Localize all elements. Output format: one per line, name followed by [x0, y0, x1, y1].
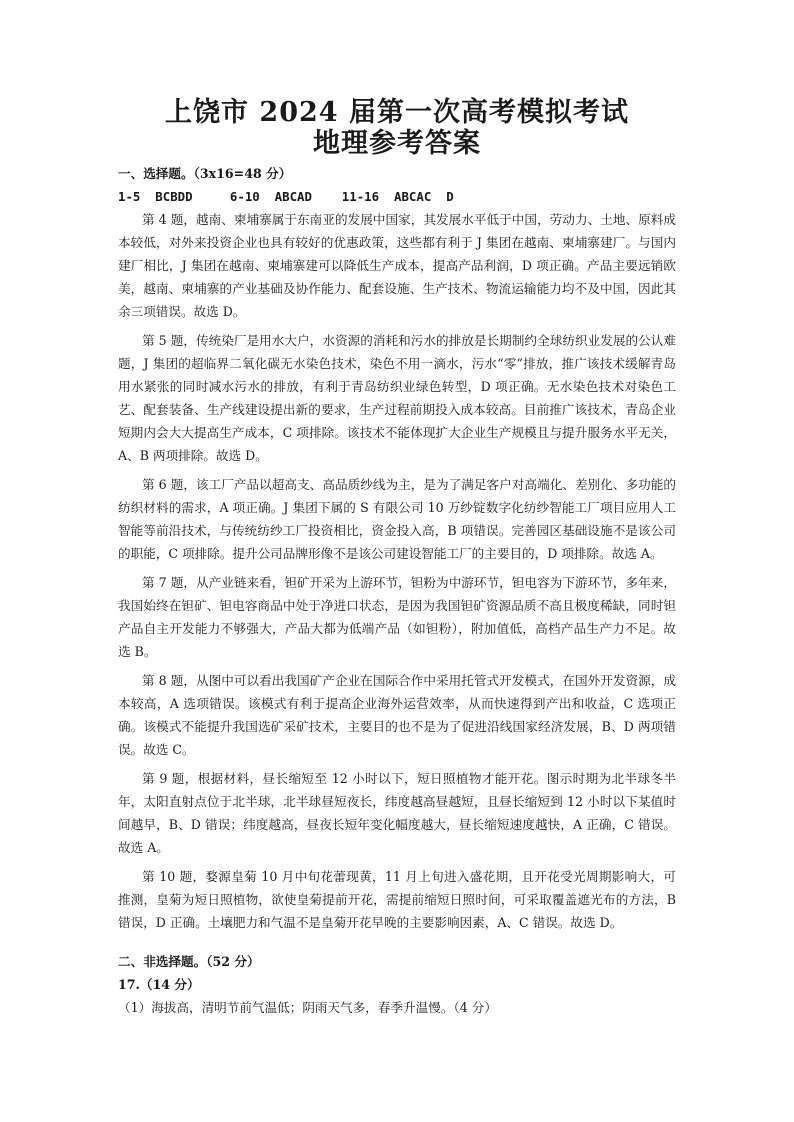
document-subtitle: 地理参考答案	[313, 128, 481, 159]
explanation-q10: 第 10 题，婺源皇菊 10 月中旬花蕾现黄，11 月上旬进入盛花期，且开花受光周期影响大，可推测，皇菊为短日照植物，欲使皇菊提前开花，需提前缩短日照时间，可采取覆盖遮光布的方法，B 错误，D 正确。土壤肥力和气温不是皇菊开花早晚的主要影响因素，A、C 错误。故选 D。	[118, 869, 676, 930]
section2-heading: 二、非选择题。（52 分）	[118, 954, 260, 969]
explanation-q4: 第 4 题，越南、柬埔寨属于东南亚的发展中国家，其发展水平低于中国，劳动力、土地、原料成本较低，对外来投资企业也具有较好的优惠政策，这些都有利于 J 集团在越南、柬埔寨建厂。与国内建厂相比，J 集团在越南、柬埔寨建可以降低生产成本，提高产品利润，D 项正确。产品主要远销欧美，越南、柬埔寨的产业基础及协作能力、配套设施、生产技术、物流运输能力均不及中国，因此其余三项错误。故选 D。	[118, 212, 676, 319]
spacer	[118, 940, 676, 950]
question17-answer-1: （1）海拔高，清明节前气温低；阴雨天气多，春季升温慢。（4 分）	[118, 1000, 497, 1015]
multiple-choice-answers: 1-5 BCBDD 6-10 ABCAD 11-16 ABCAC D	[118, 189, 454, 204]
document-body	[118, 162, 676, 1019]
question17-heading: 17.（14 分）	[118, 977, 200, 992]
explanation-q5: 第 5 题，传统染厂是用水大户，水资源的消耗和污水的排放是长期制约全球纺织业发展的公认难题，J 集团的超临界二氧化碳无水染色技术，染色不用一滴水，污水“零”排放，推广该技术缓解青岛用水紧张的同时减水污水的排放，有利于青岛纺织业绿色转型，D 项正确。无水染色技术对染色工艺、配套装备、生产线建设提出新的要求，生产过程前期投入成本较高。目前推广该技术，青岛企业短期内会大大提高生产成本，C 项排除。该技术不能体现扩大企业生产规模且与提升服务水平无关，A、B 两项排除。故选 D。	[118, 333, 676, 463]
explanation-q9: 第 9 题，根据材料，昼长缩短至 12 小时以下，短日照植物才能开花。图示时期为北半球冬半年，太阳直射点位于北半球，北半球昼短夜长，纬度越高昼越短，且昼长缩短到 12 小时以下某值时间越早，B、D 错误；纬度越高，昼夜长短年变化幅度越大，昼长缩短速度越快，A 正确，C 错误。故选 A。	[118, 771, 676, 855]
explanation-q7: 第 7 题，从产业链来看，钽矿开采为上游环节，钽粉为中游环节，钽电容为下游环节，多年来，我国始终在钽矿、钽电容商品中处于净进口状态，是因为我国钽矿资源品质不高且极度稀缺，同时钽产品自主开发能力不够强大，产品大都为低端产品（如钽粉），附加值低，高档产品生产力不足。故选 B。	[118, 575, 676, 659]
section1-heading: 一、选择题。（3x16=48 分）	[118, 166, 292, 181]
document-title: 上饶市 2024 届第一次高考模拟考试	[165, 97, 629, 128]
explanation-q6: 第 6 题，该工厂产品以超高支、高品质纱线为主，是为了满足客户对高端化、差别化、多功能的纺织材料的需求，A 项正确。J 集团下属的 S 有限公司 10 万纱锭数字化纺纱智能工厂项目应用人工智能等前沿技术，与传统纺纱工厂投资相比，资金投入高，B 项错误。完善园区基础设施不是该公司的职能，C 项排除。提升公司品牌形像不是该公司建设智能工厂的主要目的，D 项排除。故选 A。	[118, 477, 676, 561]
explanation-q8: 第 8 题，从图中可以看出我国矿产企业在国际合作中采用托管式开发模式，在国外开发资源，成本较高，A 选项错误。该模式有利于提高企业海外运营效率，从而快速得到产出和收益，C 选项正确。该模式不能提升我国选矿采矿技术，主要目的也不是为了促进沿线国家经济发展，B、D 两项错误。故选 C。	[118, 673, 676, 757]
